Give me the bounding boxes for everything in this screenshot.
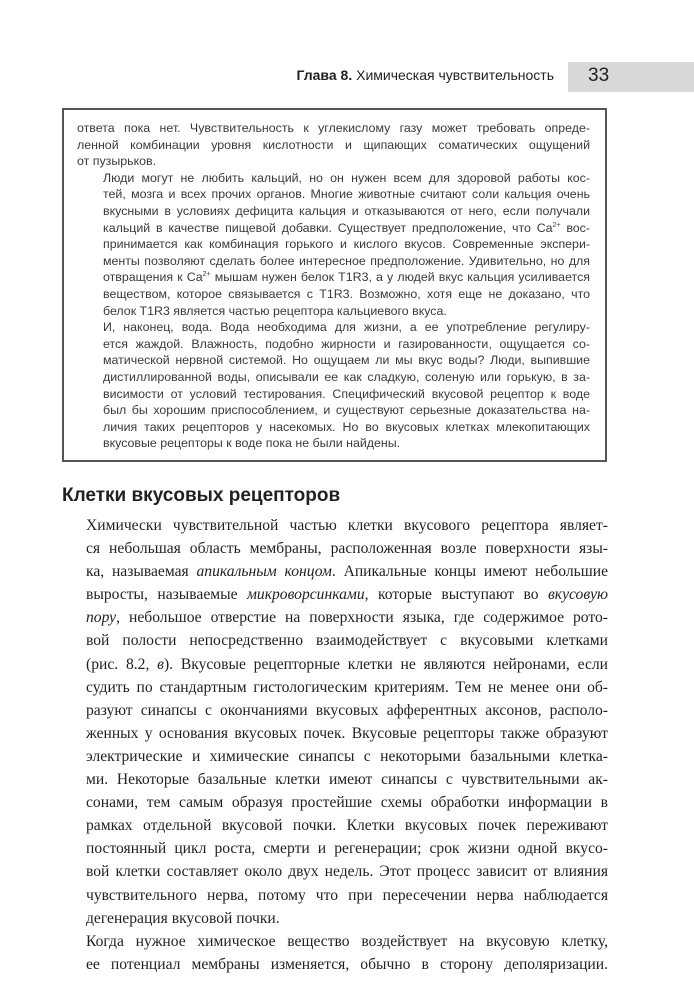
text-line: ответа пока нет. Чувствительность к углекислому газу может требовать опреде- bbox=[77, 121, 590, 135]
text-line bbox=[62, 583, 608, 606]
text-line: рамках отдельной вкусовой почки. Клетки вкусовых почек переживают bbox=[86, 817, 608, 835]
text-line: дегенерация вкусовой почки. bbox=[86, 909, 280, 927]
text-line: постоянный цикл роста, смерти и регенерации; срок жизни одной вкусо- bbox=[86, 840, 608, 858]
text-line: Когда нужное химическое вещество воздействует на вкусовую клетку, bbox=[86, 932, 608, 950]
text-line: сонами, тем самым образуя простейшие схемы обработки информации в bbox=[86, 794, 608, 812]
text-line: ся небольшая область мембраны, расположенная возле поверхности язы- bbox=[86, 540, 608, 558]
text-line: ется жаждой. Влажность, подобно жирности и газированности, ощущается со- bbox=[103, 336, 590, 351]
text-run: вос- bbox=[560, 220, 590, 235]
section-heading: Клетки вкусовых рецепторов bbox=[62, 485, 341, 506]
text-line: Химически чувствительной частью клетки вкусового рецептора являет- bbox=[86, 517, 608, 534]
text-line: ее потенциал мембраны изменяется, обычно в сторону деполяризации. bbox=[86, 955, 608, 973]
text-line: менты позволяют сделать более интересное предположение. Удивительно, но для bbox=[103, 253, 590, 268]
superscript: 2+ bbox=[202, 271, 211, 279]
sidebar-box bbox=[62, 108, 607, 462]
sidebar-paragraph-1 bbox=[77, 120, 590, 170]
text-line: был бы хорошим приспособлением, и существуют серьезные доказательства на- bbox=[103, 403, 590, 418]
text-line: вой клетки составляет около двух недель. Этот процесс зависит от влияния bbox=[86, 863, 608, 881]
text-line: тей, мозга и всех прочих органов. Многие животные считают соли кальция очень bbox=[103, 187, 590, 202]
text-run: кальций в качестве пищевой добавки. Существует предположение, что Ca bbox=[103, 220, 553, 235]
text-run: ). Вкусовые рецепторные клетки не являются нейронами, если bbox=[163, 655, 608, 673]
chapter-label: Глава 8. bbox=[296, 67, 353, 83]
text-line: дистиллированной воды, описывали ее как сладкую, соленую или горькую, в за- bbox=[103, 369, 590, 384]
text-run: , небольшое отверстие на поверхности языка, где содержимое рото- bbox=[116, 609, 608, 627]
text-line: Люди могут не любить кальций, но он нужен всем для здоровой работы кос- bbox=[103, 170, 590, 185]
text-line: ми. Некоторые базальные клетки имеют синапсы с чувствительными ак- bbox=[86, 771, 608, 789]
page-number-box bbox=[568, 62, 694, 92]
running-head bbox=[297, 67, 554, 83]
text-line: чувствительного нерва, потому что при пересечении нерва наблюдается bbox=[86, 886, 608, 904]
italic-term: микроворсинками bbox=[246, 586, 365, 604]
text-line: матической нервной системой. Но ощущаем ли мы вкус воды? Люди, выпившие bbox=[103, 353, 590, 368]
body-text bbox=[62, 514, 608, 976]
text-line bbox=[77, 269, 590, 286]
text-line: вкусовые рецепторы к воде пока не были найдены. bbox=[103, 436, 401, 451]
text-run: , которые выступают во bbox=[364, 586, 548, 604]
text-line: белок T1R3 является частью рецептора кальциевого вкуса. bbox=[103, 303, 447, 318]
sidebar-paragraph-2 bbox=[77, 170, 590, 319]
text-line bbox=[62, 560, 608, 583]
text-line: судить по стандартным гистологическим критериям. Тем не менее они об- bbox=[86, 678, 608, 696]
italic-term: в bbox=[157, 655, 164, 673]
text-line: висимости от условий тестирования. Специфический вкусовой рецептор к воде bbox=[103, 386, 590, 401]
text-line bbox=[77, 220, 590, 237]
page-number: 33 bbox=[588, 65, 610, 86]
italic-term: вкусовую bbox=[548, 586, 608, 604]
text-line: ленной комбинации уровня кислотности и щипающих соматических ощущений bbox=[77, 137, 590, 152]
text-line bbox=[62, 653, 608, 676]
text-run: ка, называемая bbox=[86, 563, 197, 581]
text-line: принимается как комбинация горького и кислого вкусов. Современные экспери- bbox=[103, 237, 590, 252]
text-line: веществом, которое связывается с T1R3. Возможно, хотя еще не доказано, что bbox=[103, 286, 590, 301]
text-line: от пузырьков. bbox=[77, 154, 157, 169]
text-line: личия таких рецепторов у насекомых. Но во вкусовых клетках млекопитающих bbox=[103, 419, 590, 434]
text-run: отвращения к Ca bbox=[103, 270, 203, 285]
text-run: (рис. 8.2, bbox=[86, 655, 158, 673]
text-line: разуют синапсы с окончаниями вкусовых афферентных аксонов, располо- bbox=[86, 701, 608, 719]
sidebar-paragraph-3 bbox=[77, 319, 590, 452]
superscript: 2+ bbox=[552, 221, 561, 229]
chapter-title: Химическая чувствительность bbox=[356, 67, 554, 83]
text-line: вкусными в условиях дефицита кальция и отказываются от него, если получали bbox=[103, 203, 590, 218]
running-header bbox=[0, 62, 694, 92]
text-line bbox=[62, 606, 608, 629]
italic-term: пору bbox=[86, 609, 117, 627]
italic-term: апикальным концом bbox=[196, 563, 332, 581]
text-run: мышам нужен белок T1R3, а у людей вкус кальция усиливается bbox=[210, 270, 590, 285]
text-line: электрические и химические синапсы с некоторыми базальными клетка- bbox=[86, 747, 608, 765]
text-run: выросты, называемые bbox=[86, 586, 247, 604]
text-line: И, наконец, вода. Вода необходима для жизни, а ее употребление регулиру- bbox=[103, 320, 590, 335]
text-run: . Апикальные концы имеют небольшие bbox=[331, 563, 609, 581]
text-line: вой полости непосредственно взаимодействует с вкусовыми клетками bbox=[86, 632, 608, 650]
body-paragraph-2 bbox=[62, 930, 608, 976]
body-paragraph-1 bbox=[62, 514, 608, 930]
text-line: женных у основания вкусовых почек. Вкусовые рецепторы также образуют bbox=[86, 724, 608, 742]
